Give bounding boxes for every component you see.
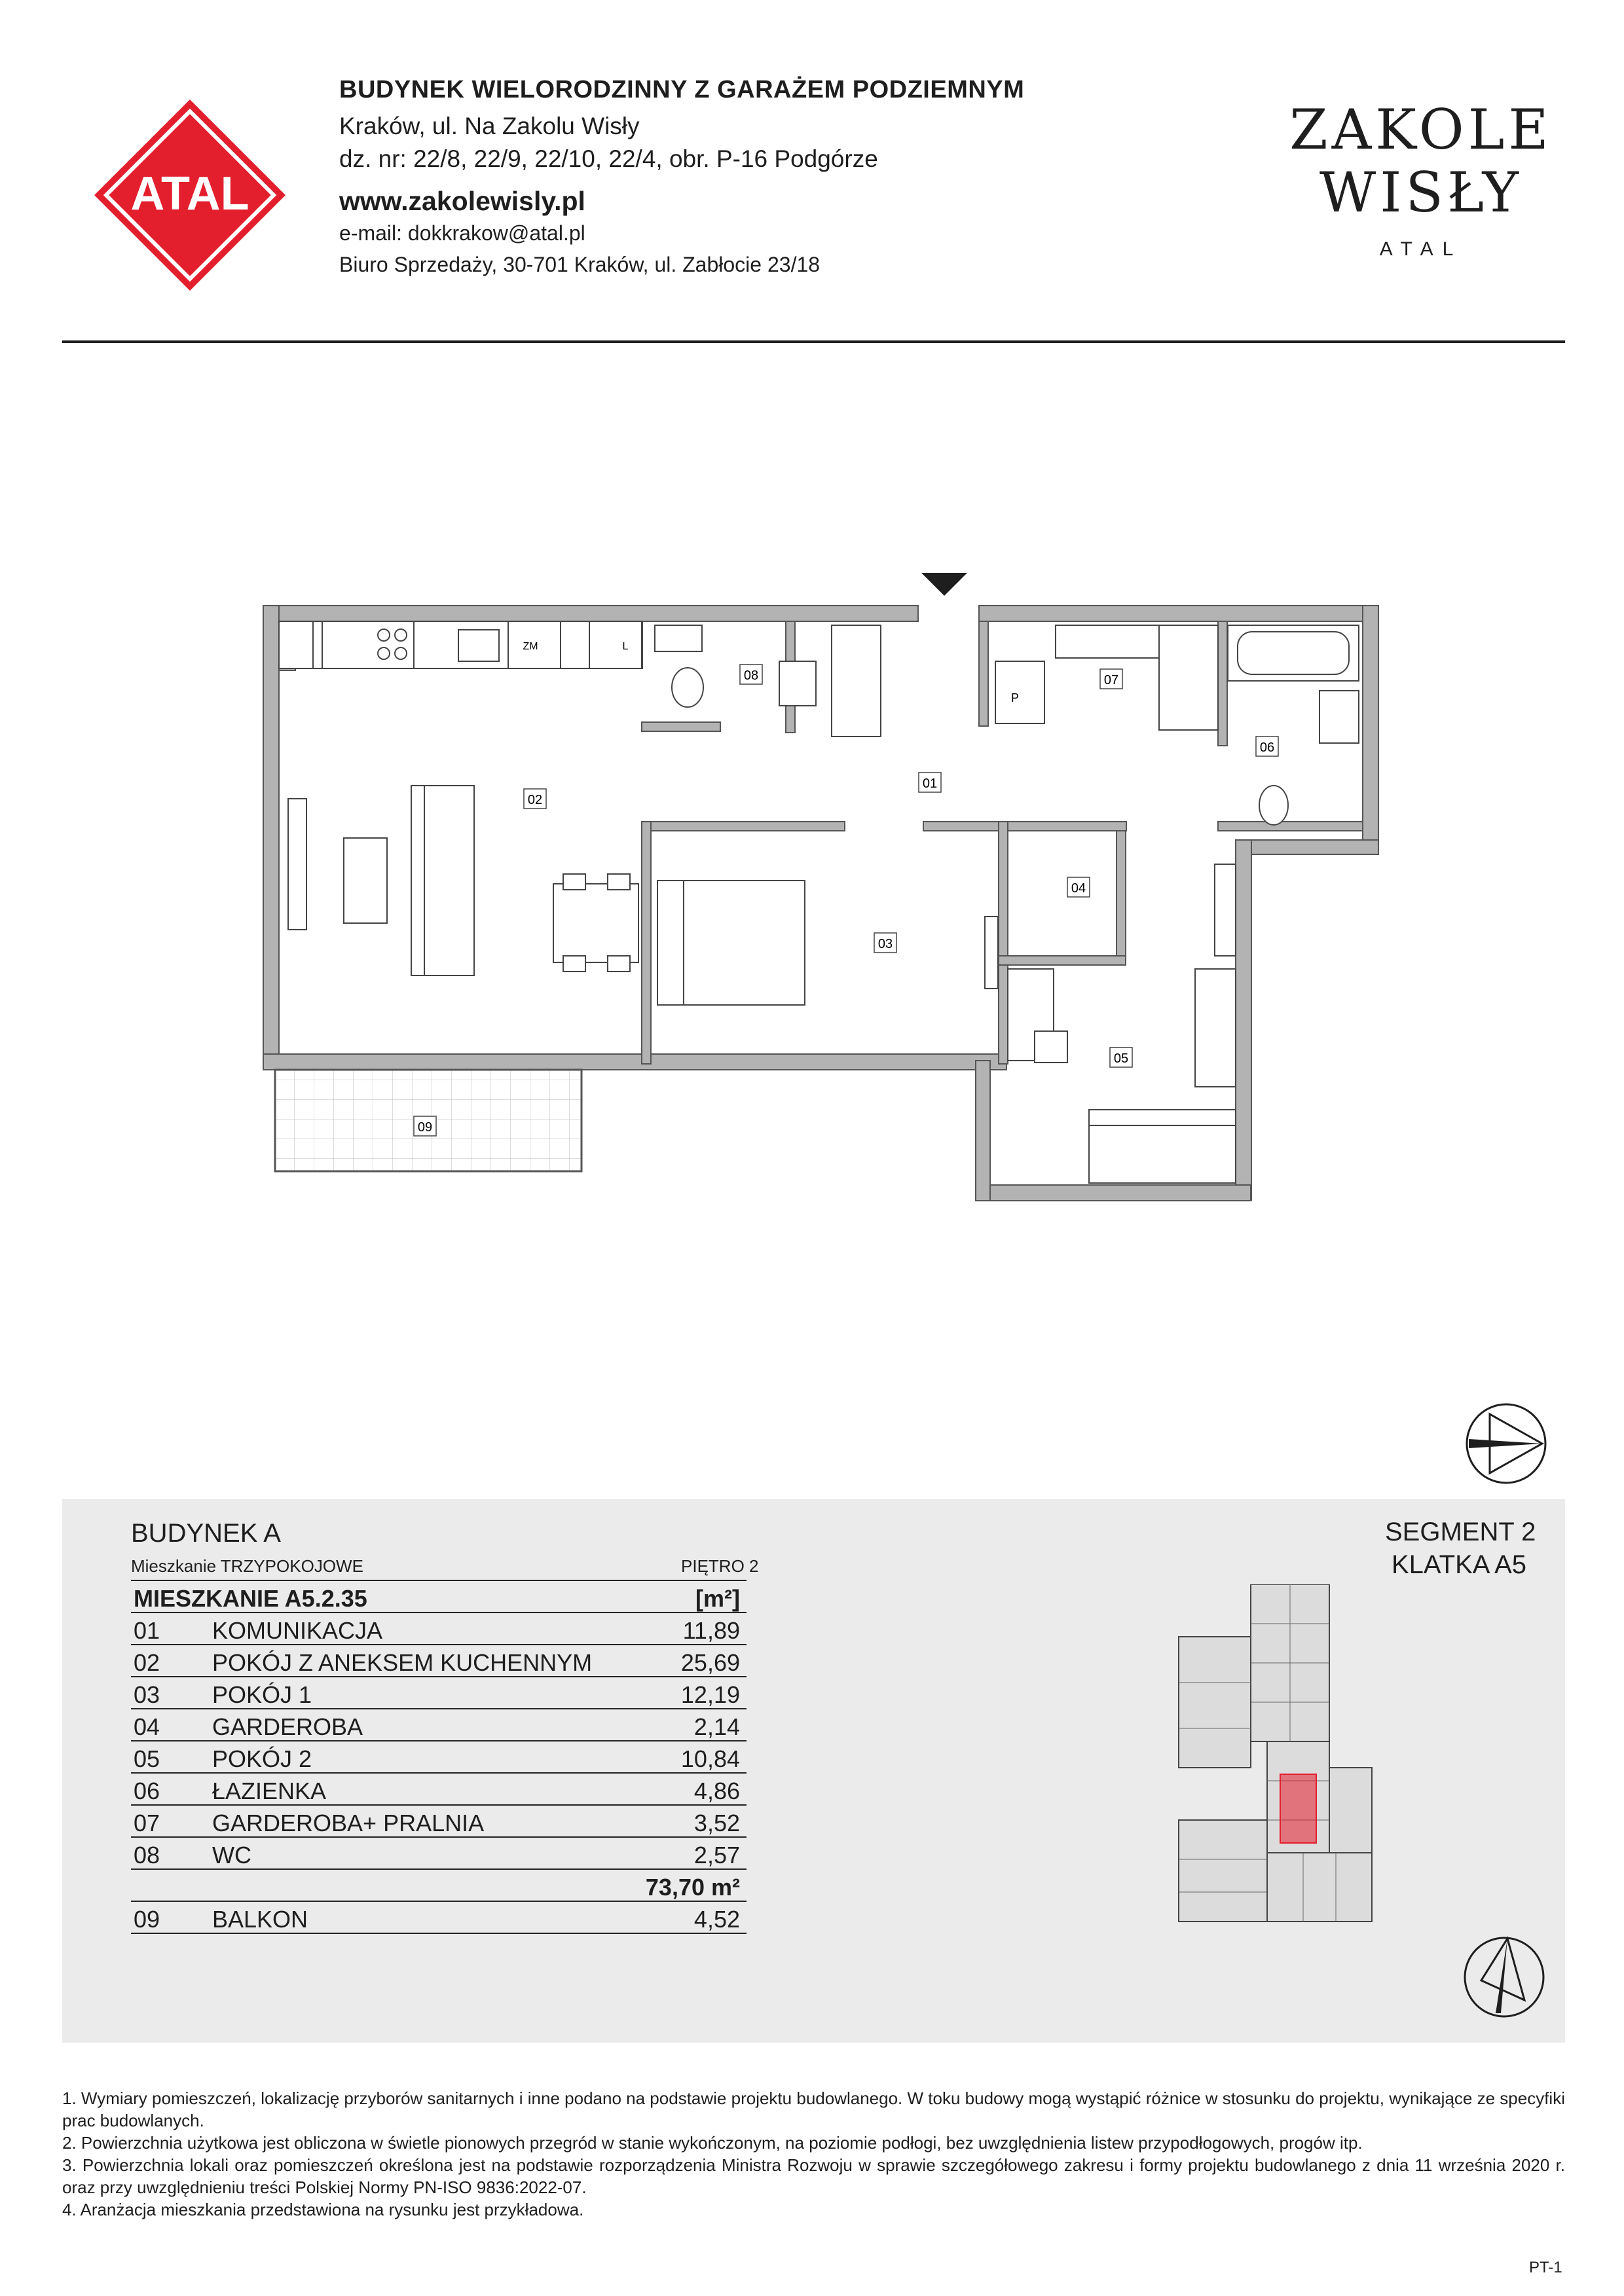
room-no: 07: [134, 1810, 160, 1836]
brand-sub: ATAL: [1379, 238, 1463, 260]
header-address: Kraków, ul. Na Zakolu Wisły: [339, 113, 640, 139]
room-area: 25,69: [680, 1649, 740, 1676]
wall-room03-top: [642, 822, 845, 831]
room-area: 2,57: [693, 1842, 740, 1868]
wall-right-upper: [1363, 606, 1378, 854]
living-furniture: [288, 786, 638, 975]
room-no: 01: [134, 1617, 160, 1644]
room-no: 02: [134, 1649, 160, 1676]
brand-line2: WISŁY: [1319, 160, 1523, 225]
bathroom-fixtures: [995, 625, 1359, 825]
bed-room03: [657, 881, 998, 1005]
table-row: [131, 1806, 747, 1838]
wall-07-06: [1218, 621, 1227, 746]
wall-room02-03: [642, 822, 651, 1064]
kitchen-counter: [279, 621, 642, 668]
wall-bottom-right: [976, 1185, 1251, 1201]
room-label-03: 03: [877, 937, 893, 951]
table-row: [131, 1741, 747, 1774]
table-header-row: [131, 1580, 747, 1613]
room-name: POKÓJ 1: [212, 1681, 312, 1708]
apartment-highlight: [1280, 1774, 1316, 1843]
segment-label: SEGMENT 2: [1385, 1518, 1536, 1546]
room-name: BALKON: [212, 1906, 308, 1933]
wall-06-bottom: [1218, 822, 1363, 831]
room-name: KOMUNIKACJA: [212, 1617, 383, 1644]
wall-wc-bottom: [642, 722, 720, 731]
floor-label: PIĘTRO 2: [681, 1556, 759, 1576]
room-no: 06: [134, 1777, 160, 1804]
header-rule: [62, 340, 1565, 343]
atal-logo-text: ATAL: [130, 168, 249, 220]
footnote-2: 2. Powierzchnia użytkowa jest obliczona w świetle pionowych przegród w stanie wykończonym, na poziomie podłogi, bez uwzględnienia listew przypodłogowych, progów itp.: [62, 2133, 1363, 2153]
room-no: 08: [134, 1842, 160, 1868]
header-website[interactable]: www.zakolewisly.pl: [339, 186, 585, 216]
table-row: [131, 1774, 747, 1806]
room-area: 11,89: [682, 1617, 740, 1644]
room-area: 4,86: [693, 1777, 740, 1804]
orientation-icon: [1464, 1401, 1549, 1486]
room-label-09: 09: [417, 1120, 433, 1135]
wall-closet-b: [999, 956, 1126, 965]
entrance-arrow: [921, 573, 967, 596]
room-name: POKÓJ 2: [212, 1745, 312, 1772]
table-row: [131, 1645, 747, 1677]
table-row: [131, 1709, 747, 1741]
north-arrow-icon: [1462, 1935, 1547, 2020]
room-name: GARDEROBA+ PRALNIA: [212, 1810, 485, 1836]
total-area: 73,70 m²: [645, 1874, 740, 1901]
wc-fixtures: [655, 625, 881, 737]
table-row: [131, 1613, 747, 1645]
unit-header: [m²]: [695, 1585, 740, 1612]
wall-room03-top-r: [923, 822, 1126, 831]
fixture-l: L: [622, 641, 629, 652]
wall-top-right: [979, 606, 1378, 621]
apartment-type: Mieszkanie TRZYPOKOJOWE: [131, 1556, 363, 1576]
footnote-1: 1. Wymiary pomieszczeń, lokalizację przyborów sanitarnych i inne podano na podstawie projektu budowlanego. W toku budowy mogą wystąpić różnice w stosunku do projektu, wynikające ze specyfiki prac budowlanych.: [62, 2088, 1565, 2130]
wall-bottom-left: [263, 1054, 1006, 1070]
room-name: POKÓJ Z ANEKSEM KUCHENNYM: [212, 1649, 593, 1676]
brand-line1: ZAKOLE: [1289, 98, 1553, 162]
room-no: 09: [134, 1906, 160, 1933]
wall-07-left: [979, 621, 988, 726]
wall-right-lower: [1236, 840, 1251, 1200]
room-label-04: 04: [1071, 881, 1086, 896]
header-title: BUDYNEK WIELORODZINNY Z GARAŻEM PODZIEMNYM: [339, 76, 1025, 103]
wall-left: [263, 606, 279, 1069]
atal-logo: [92, 97, 288, 293]
header-plots: dz. nr: 22/8, 22/9, 22/10, 22/4, obr. P-16 Podgórze: [339, 145, 878, 172]
room-label-01: 01: [922, 776, 938, 791]
total-row: [131, 1870, 747, 1902]
stair-label: KLATKA A5: [1392, 1550, 1527, 1579]
room-area: 12,19: [680, 1681, 740, 1708]
fixture-p: P: [1010, 691, 1020, 704]
page-code: PT-1: [1529, 2259, 1562, 2276]
wall-step: [1251, 840, 1378, 854]
room-no: 05: [134, 1745, 160, 1772]
room-no: 03: [134, 1681, 160, 1708]
key-plan: [1166, 1584, 1388, 1925]
building-name: BUDYNEK A: [131, 1519, 281, 1548]
room-area: 4,52: [693, 1906, 740, 1933]
room-name: ŁAZIENKA: [212, 1777, 327, 1804]
room-area: 2,14: [693, 1713, 740, 1740]
apartment-number: MIESZKANIE A5.2.35: [134, 1585, 367, 1612]
wall-bay-left: [976, 1061, 990, 1201]
room-area: 10,84: [680, 1745, 740, 1772]
room-label-07: 07: [1103, 673, 1119, 687]
room-label-02: 02: [527, 793, 543, 807]
room-name: WC: [212, 1842, 251, 1868]
room-table: [131, 1580, 747, 1934]
wall-top-left: [263, 606, 918, 621]
room-label-05: 05: [1113, 1051, 1129, 1066]
room-label-06: 06: [1259, 740, 1275, 755]
floor-plan: [0, 563, 1624, 1231]
table-row: [131, 1838, 747, 1870]
brand-wordmark: [1283, 98, 1559, 282]
room-no: 04: [134, 1713, 160, 1740]
fixture-zm: ZM: [523, 641, 538, 652]
room-label-08: 08: [743, 668, 759, 683]
footnote-4: 4. Aranżacja mieszkania przedstawiona na rysunku jest przykładowa.: [62, 2200, 584, 2219]
room-area: 3,52: [693, 1810, 740, 1836]
wall-room03-05: [999, 822, 1008, 1064]
balcony-row: [131, 1902, 747, 1934]
table-row: [131, 1677, 747, 1709]
header-email[interactable]: e-mail: dokkrakow@atal.pl: [339, 221, 585, 245]
footnote-3: 3. Powierzchnia lokali oraz pomieszczeń określona jest na podstawie rozporządzenia Ministra Rozwoju w sprawie szczegółowego zakresu i formy projektu budowlanego z dnia 11 września 2020 r. oraz przy uwzględnieniu treści Polskiej Normy PN-ISO 9836:2022-07.: [62, 2155, 1565, 2197]
wall-closet-r: [1116, 831, 1126, 962]
header-office: Biuro Sprzedaży, 30-701 Kraków, ul. Zabłocie 23/18: [339, 253, 821, 276]
room-name: GARDEROBA: [212, 1713, 363, 1740]
